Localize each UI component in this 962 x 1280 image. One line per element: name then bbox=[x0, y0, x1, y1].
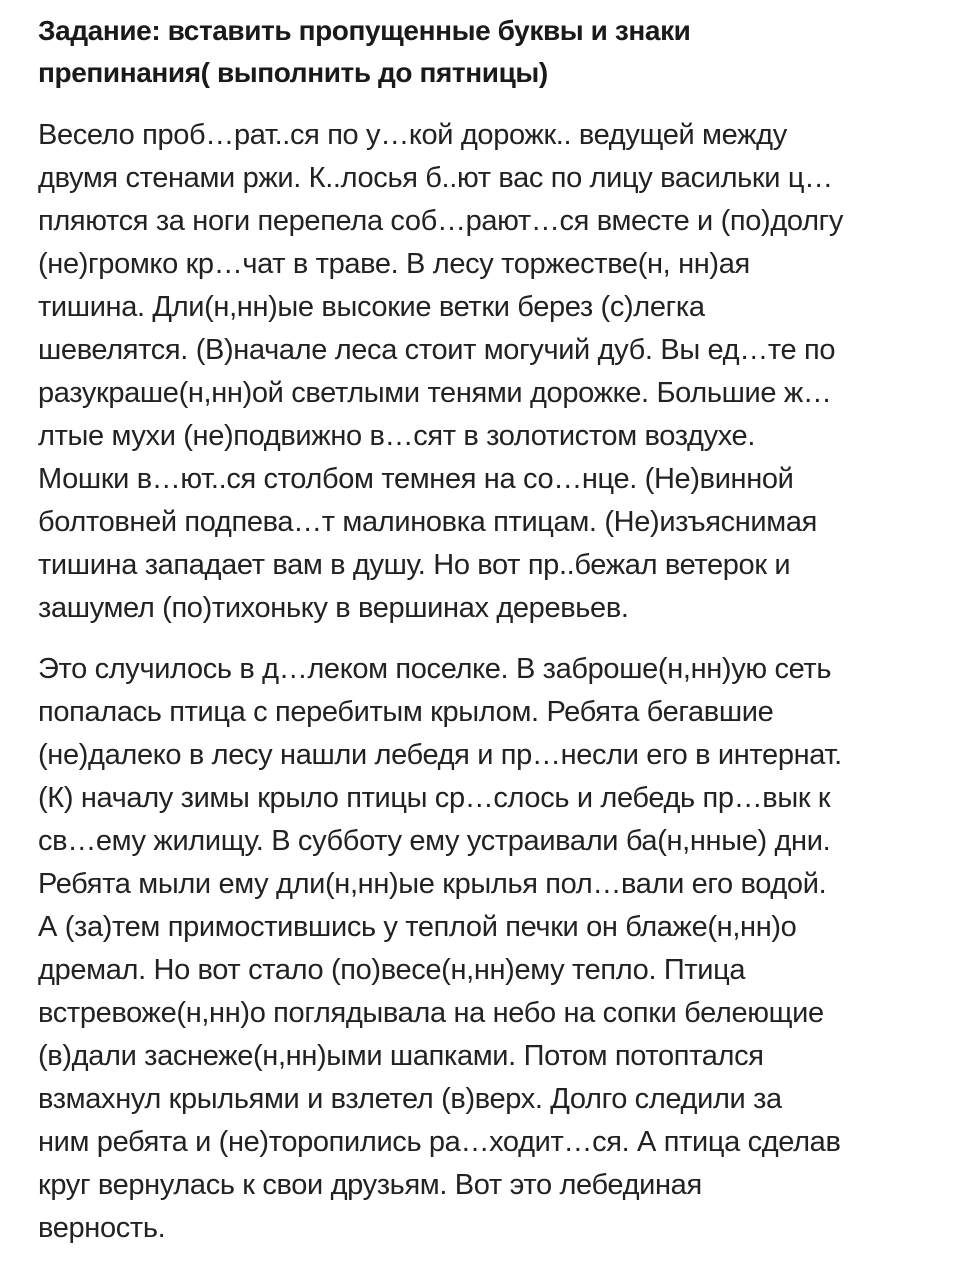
text-line: взмахнул крыльями и взлетел (в)верх. Долго следили за bbox=[38, 1083, 782, 1115]
text-line: пляются за ноги перепела соб…рают…ся вместе и (по)долгу bbox=[38, 205, 844, 237]
text-line: А (за)тем примостившись у теплой печки он блаже(н,нн)о bbox=[38, 911, 797, 943]
text-line: (не)громко кр…чат в траве. В лесу торжестве(н, нн)ая bbox=[38, 248, 750, 280]
text-line: двумя стенами ржи. К..лосья б..ют вас по лицу васильки ц… bbox=[38, 162, 833, 194]
text-line: Ребята мыли ему дли(н,нн)ые крылья пол…вали его водой. bbox=[38, 868, 827, 900]
title-line: препинания( выполнить до пятницы) bbox=[38, 57, 548, 88]
text-line: (К) началу зимы крыло птицы ср…слось и лебедь пр…вык к bbox=[38, 782, 831, 814]
text-line: тишина западает вам в душу. Но вот пр..бежал ветерок и bbox=[38, 549, 791, 581]
document-page bbox=[38, 10, 938, 1250]
exercise-paragraph-1 bbox=[38, 114, 938, 630]
title-line: Задание: вставить пропущенные буквы и знаки bbox=[38, 15, 691, 46]
exercise-paragraph-2 bbox=[38, 648, 938, 1250]
text-line: Мошки в…ют..ся столбом темнея на со…нце. (Не)винной bbox=[38, 463, 794, 495]
text-line: дремал. Но вот стало (по)весе(н,нн)ему тепло. Птица bbox=[38, 954, 746, 986]
text-line: попалась птица с перебитым крылом. Ребята бегавшие bbox=[38, 696, 774, 728]
text-line: (в)дали заснеже(н,нн)ыми шапками. Потом потоптался bbox=[38, 1040, 764, 1072]
text-line: зашумел (по)тихоньку в вершинах деревьев. bbox=[38, 592, 629, 624]
text-line: тишина. Дли(н,нн)ые высокие ветки берез (с)легка bbox=[38, 291, 705, 323]
text-line: лтые мухи (не)подвижно в…сят в золотистом воздухе. bbox=[38, 420, 756, 452]
text-line: шевелятся. (В)начале леса стоит могучий дуб. Вы ед…те по bbox=[38, 334, 836, 366]
text-line: круг вернулась к свои друзьям. Вот это лебединая bbox=[38, 1169, 702, 1201]
text-line: разукраше(н,нн)ой светлыми тенями дорожке. Большие ж… bbox=[38, 377, 832, 409]
text-line: Это случилось в д…леком поселке. В заброше(н,нн)ую сеть bbox=[38, 653, 832, 685]
text-line: (не)далеко в лесу нашли лебедя и пр…несли его в интернат. bbox=[38, 739, 842, 771]
text-line: верность. bbox=[38, 1212, 166, 1244]
text-line: встревоже(н,нн)о поглядывала на небо на сопки белеющие bbox=[38, 997, 824, 1029]
text-line: болтовней подпева…т малиновка птицам. (Не)изъяснимая bbox=[38, 506, 817, 538]
assignment-title bbox=[38, 10, 938, 94]
text-line: ним ребята и (не)торопились ра…ходит…ся. А птица сделав bbox=[38, 1126, 841, 1158]
text-line: св…ему жилищу. В субботу ему устраивали ба(н,нные) дни. bbox=[38, 825, 831, 857]
text-line: Весело проб…рат..ся по у…кой дорожк.. ведущей между bbox=[38, 119, 787, 151]
